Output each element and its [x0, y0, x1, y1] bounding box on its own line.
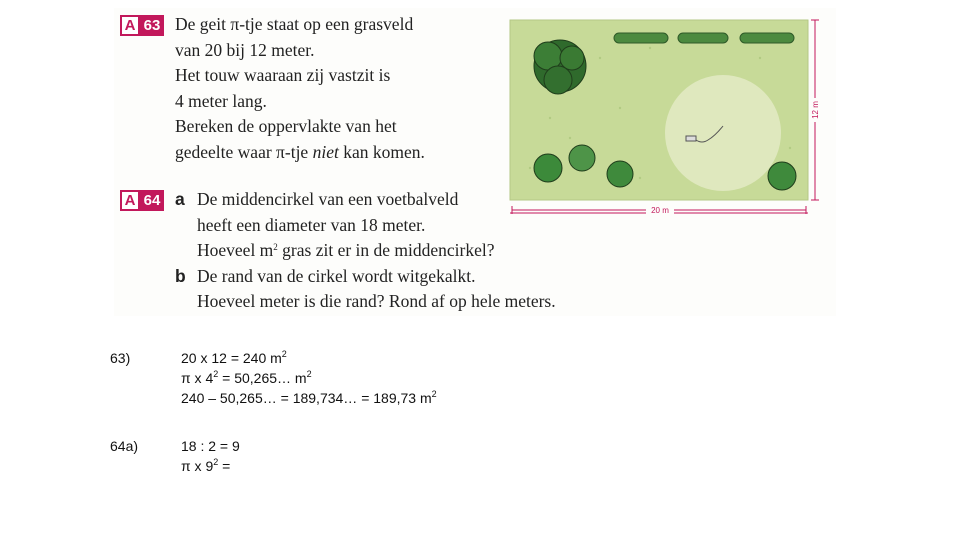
- text-fragment: Hoeveel m: [197, 240, 274, 260]
- answer-63-label: 63): [110, 350, 131, 366]
- text-fragment: gras zit er in de middencirkel?: [277, 240, 495, 260]
- text-fragment: gedeelte waar π-tje: [175, 141, 313, 162]
- text-fragment: 240 – 50,265… = 189,734… = 189,73 m: [181, 390, 432, 406]
- badge-letter: A: [120, 190, 140, 211]
- text-fragment: De middencirkel van een voetbalveld: [197, 189, 459, 209]
- text-line: De geit π-tje staat op een grasveld: [175, 14, 414, 34]
- text-fragment: Hoeveel meter is die rand? Rond af op hele meters.: [197, 291, 556, 311]
- text-line: van 20 bij 12 meter.: [175, 39, 315, 60]
- text-line: Het touw waaraan zij vastzit is: [175, 65, 391, 85]
- hedges: [614, 33, 794, 43]
- text-line: [175, 213, 556, 239]
- superscript: 2: [306, 369, 312, 379]
- text-fragment: heeft een diameter van 18 meter.: [197, 214, 426, 235]
- text-line: Bereken de oppervlakte van het: [175, 116, 397, 136]
- text-line: [175, 187, 556, 213]
- exercise-64-text: [175, 187, 556, 315]
- text-fragment: = 50,265… m: [218, 370, 307, 386]
- emphasized-word: niet: [312, 141, 339, 162]
- answer-line: [181, 388, 437, 408]
- exercise-63-text: [175, 12, 425, 165]
- text-line: 4 meter lang.: [175, 90, 267, 111]
- height-label: 12 m: [811, 101, 820, 119]
- grazing-circle: [665, 75, 781, 191]
- exercise-64-badge: [120, 190, 164, 211]
- text-line: [175, 238, 556, 264]
- subquestion-label: b: [175, 265, 186, 286]
- text-fragment: π x 4: [181, 370, 214, 386]
- answer-line: [181, 348, 437, 368]
- width-label: 20 m: [651, 206, 669, 215]
- grass-field-figure: [510, 18, 820, 215]
- text-line: [175, 289, 556, 315]
- superscript: 2: [273, 242, 278, 252]
- badge-number: 64: [140, 190, 164, 211]
- answer-63-work: [181, 348, 437, 408]
- answer-line: [181, 456, 240, 476]
- answer-line: [181, 368, 437, 388]
- text-fragment: π x 9: [181, 458, 214, 474]
- answer-64a-work: [181, 436, 240, 476]
- superscript: 2: [281, 349, 287, 359]
- text-fragment: De rand van de cirkel wordt witgekalkt.: [197, 265, 476, 286]
- text-fragment: kan komen.: [338, 141, 425, 162]
- text-fragment: 20 x 12 = 240 m: [181, 350, 282, 366]
- answer-64a-label: 64a): [110, 438, 139, 454]
- answer-line: 18 : 2 = 9: [181, 438, 240, 454]
- text-line: [175, 264, 556, 290]
- badge-letter: A: [120, 15, 140, 36]
- superscript: 2: [213, 369, 219, 379]
- superscript: 2: [213, 457, 219, 467]
- text-fragment: =: [218, 458, 231, 474]
- badge-number: 63: [140, 15, 164, 36]
- subquestion-label: a: [175, 189, 185, 209]
- superscript: 2: [431, 389, 437, 399]
- text-line: [175, 140, 425, 166]
- exercise-63-badge: [120, 15, 164, 36]
